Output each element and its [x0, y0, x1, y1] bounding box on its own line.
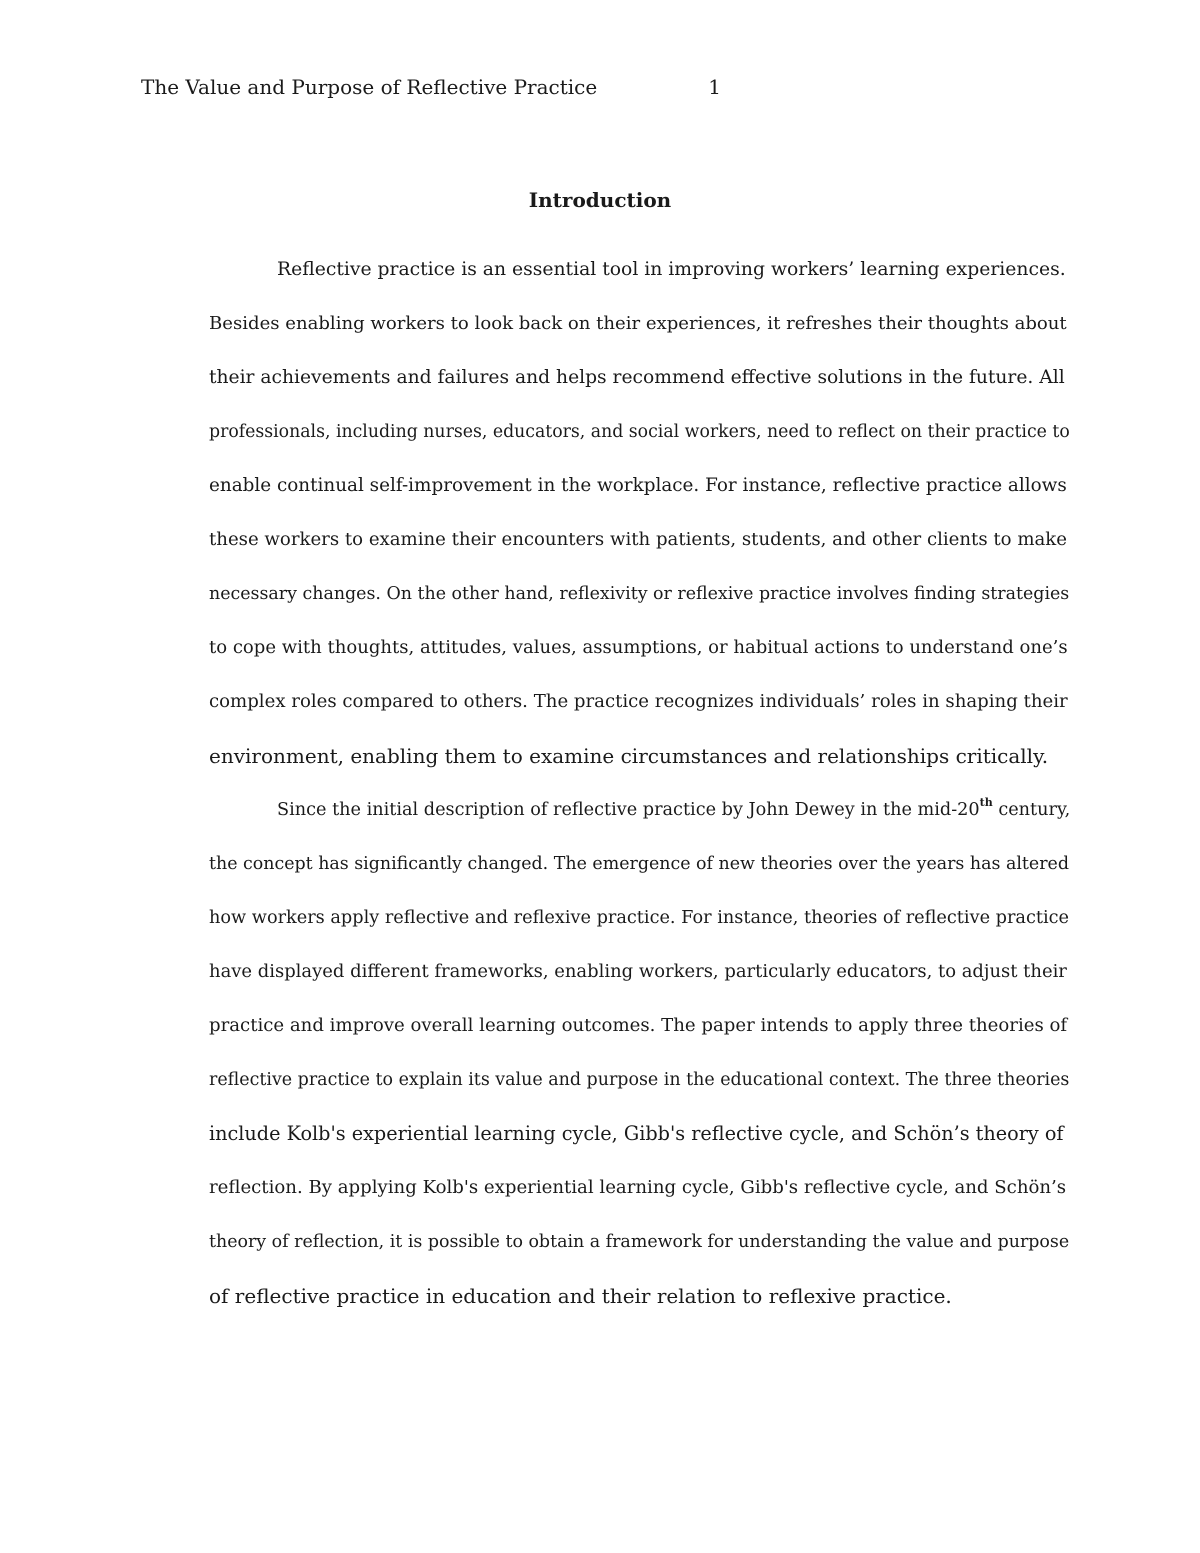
text-line: include Kolb's experiential learning cycle, Gibb's reflective cycle, and Schön’s theory of [209, 1122, 1064, 1145]
text-run: century, [992, 800, 1071, 820]
paragraph-2 [141, 783, 1071, 1323]
text-line: theory of reflection, it is possible to obtain a framework for understanding the value and purpose [209, 1232, 1070, 1252]
superscript: th [979, 796, 993, 809]
text-line: environment, enabling them to examine circumstances and relationships critically. [209, 744, 1049, 768]
text-line: their achievements and failures and helps recommend effective solutions in the future. All [209, 367, 1065, 388]
text-line: Besides enabling workers to look back on their experiences, it refreshes their thoughts about [209, 313, 1067, 334]
text-line: of reflective practice in education and their relation to reflexive practice. [209, 1284, 952, 1308]
text-line: these workers to examine their encounters with patients, students, and other clients to make [209, 529, 1067, 550]
text-line: reflection. By applying Kolb's experiential learning cycle, Gibb's reflective cycle, and Schön’s [209, 1177, 1067, 1198]
text-line: professionals, including nurses, educators, and social workers, need to reflect on their practice to [209, 422, 1070, 442]
text-line: have displayed different frameworks, enabling workers, particularly educators, to adjust their [209, 961, 1067, 982]
text-line: to cope with thoughts, attitudes, values, assumptions, or habitual actions to understand one’s [209, 637, 1068, 658]
running-head [141, 74, 721, 100]
text-run: Since the initial description of reflective practice by John Dewey in the mid-20 [277, 800, 980, 820]
text-line: enable continual self-improvement in the workplace. For instance, reflective practice allows [209, 475, 1067, 496]
text-line: complex roles compared to others. The practice recognizes individuals’ roles in shaping their [209, 691, 1068, 712]
text-line: necessary changes. On the other hand, reflexivity or reflexive practice involves finding strategies [209, 584, 1070, 604]
paragraph-1 [141, 243, 1070, 783]
text-line: the concept has significantly changed. The emergence of new theories over the years has altered [209, 854, 1069, 874]
text-line: how workers apply reflective and reflexive practice. For instance, theories of reflective practice [209, 908, 1070, 928]
section-heading: Introduction [528, 188, 672, 212]
running-head-title: The Value and Purpose of Reflective Practice [141, 75, 598, 99]
document-body [141, 243, 1071, 1323]
page-number: 1 [708, 75, 721, 99]
text-line: reflective practice to explain its value and purpose in the educational context. The three theories [209, 1070, 1070, 1090]
text-line: practice and improve overall learning outcomes. The paper intends to apply three theories of [209, 1015, 1068, 1036]
text-line-with-superscript [141, 783, 1071, 837]
text-line: Reflective practice is an essential tool in improving workers’ learning experiences. [277, 259, 1066, 280]
